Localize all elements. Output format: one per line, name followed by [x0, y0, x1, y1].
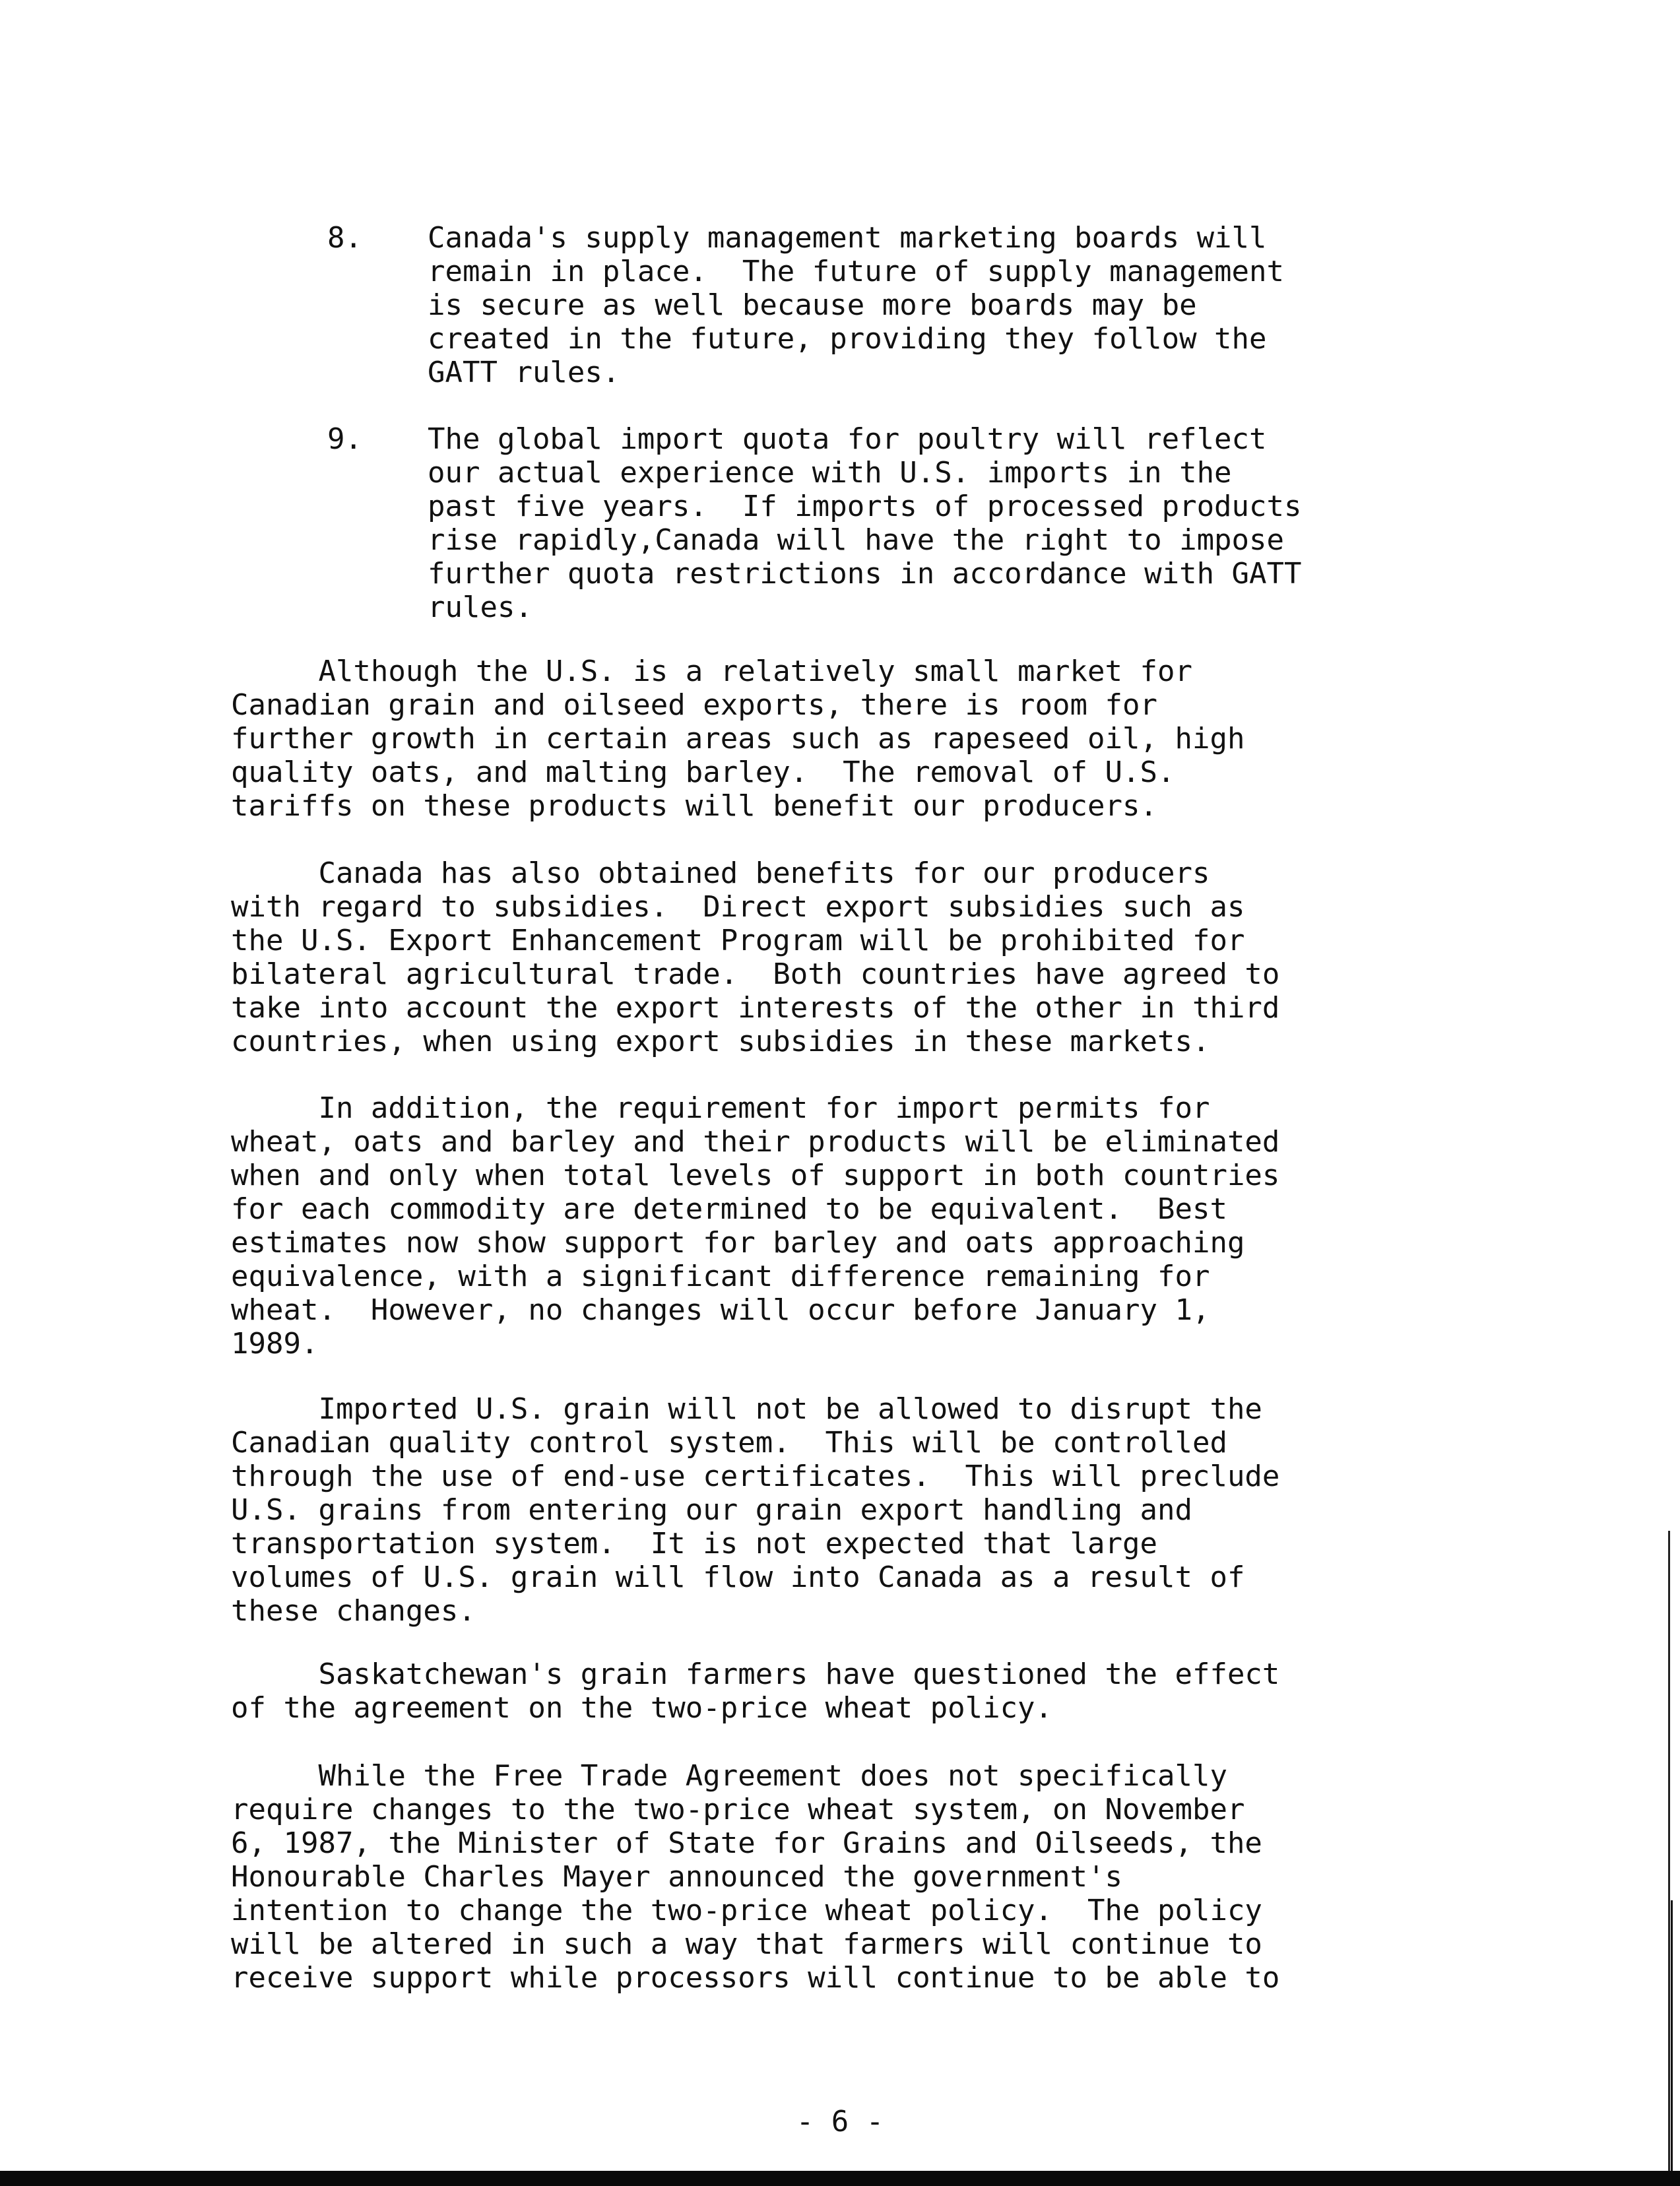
scan-bottom-border [0, 2171, 1680, 2186]
paragraph-grain-oilseed-exports: Although the U.S. is a relatively small market for Canadian grain and oilseed exports, there is room for further growth in certain areas such as rapeseed oil, high quality oats, and malting barley. The removal of U.S. tariffs on these products will benefit our producers. [231, 655, 1245, 823]
list-item-text: Canada's supply management marketing boards will remain in place. The future of supply management is secure as well because more boards may be created in the future, providing they follow the GATT rules. [428, 221, 1285, 389]
paragraph-two-price-policy: While the Free Trade Agreement does not specifically require changes to the two-price wheat system, on November 6, 1987, the Minister of State for Grains and Oilseeds, the Honourable Charles Mayer announced the government's intention to change the two-price wheat policy. The policy will be altered in such a way that farmers will continue to receive support while processors will continue to be able to [231, 1759, 1280, 1995]
list-item-number: 9. [327, 422, 362, 456]
scan-edge-line [1668, 1531, 1670, 2184]
paragraph-import-permits: In addition, the requirement for import permits for wheat, oats and barley and their products will be eliminated when and only when total levels of support in both countries for each commodity are determined to be equivalent. Best estimates now show support for barley and oats approaching equivalence, with a significant difference remaining for wheat. However, no changes will occur before January 1, 1989. [231, 1091, 1280, 1361]
paragraph-two-price-question: Saskatchewan's grain farmers have questioned the effect of the agreement on the two-price wheat policy. [231, 1657, 1280, 1725]
paragraph-quality-control: Imported U.S. grain will not be allowed to disrupt the Canadian quality control system. This will be controlled through the use of end-use certificates. This will preclude U.S. grains from entering our grain export handling and transportation system. It is not expected that large volumes of U.S. grain will flow into Canada as a result of these changes. [231, 1392, 1280, 1628]
list-item-text: The global import quota for poultry will reflect our actual experience with U.S. imports in the past five years. If imports of processed products rise rapidly,Canada will have the right to impose further quota restrictions in accordance with GATT rules. [428, 422, 1302, 624]
page-number: - 6 - [796, 2105, 884, 2138]
paragraph-subsidies: Canada has also obtained benefits for our producers with regard to subsidies. Direct export subsidies such as the U.S. Export Enhancement Program will be prohibited for bilateral agricultural trade. Both countries have agreed to take into account the export interests of the other in third countries, when using export subsidies in these markets. [231, 856, 1280, 1058]
scan-edge-line [1671, 1900, 1673, 2171]
list-item-number: 8. [327, 221, 362, 255]
